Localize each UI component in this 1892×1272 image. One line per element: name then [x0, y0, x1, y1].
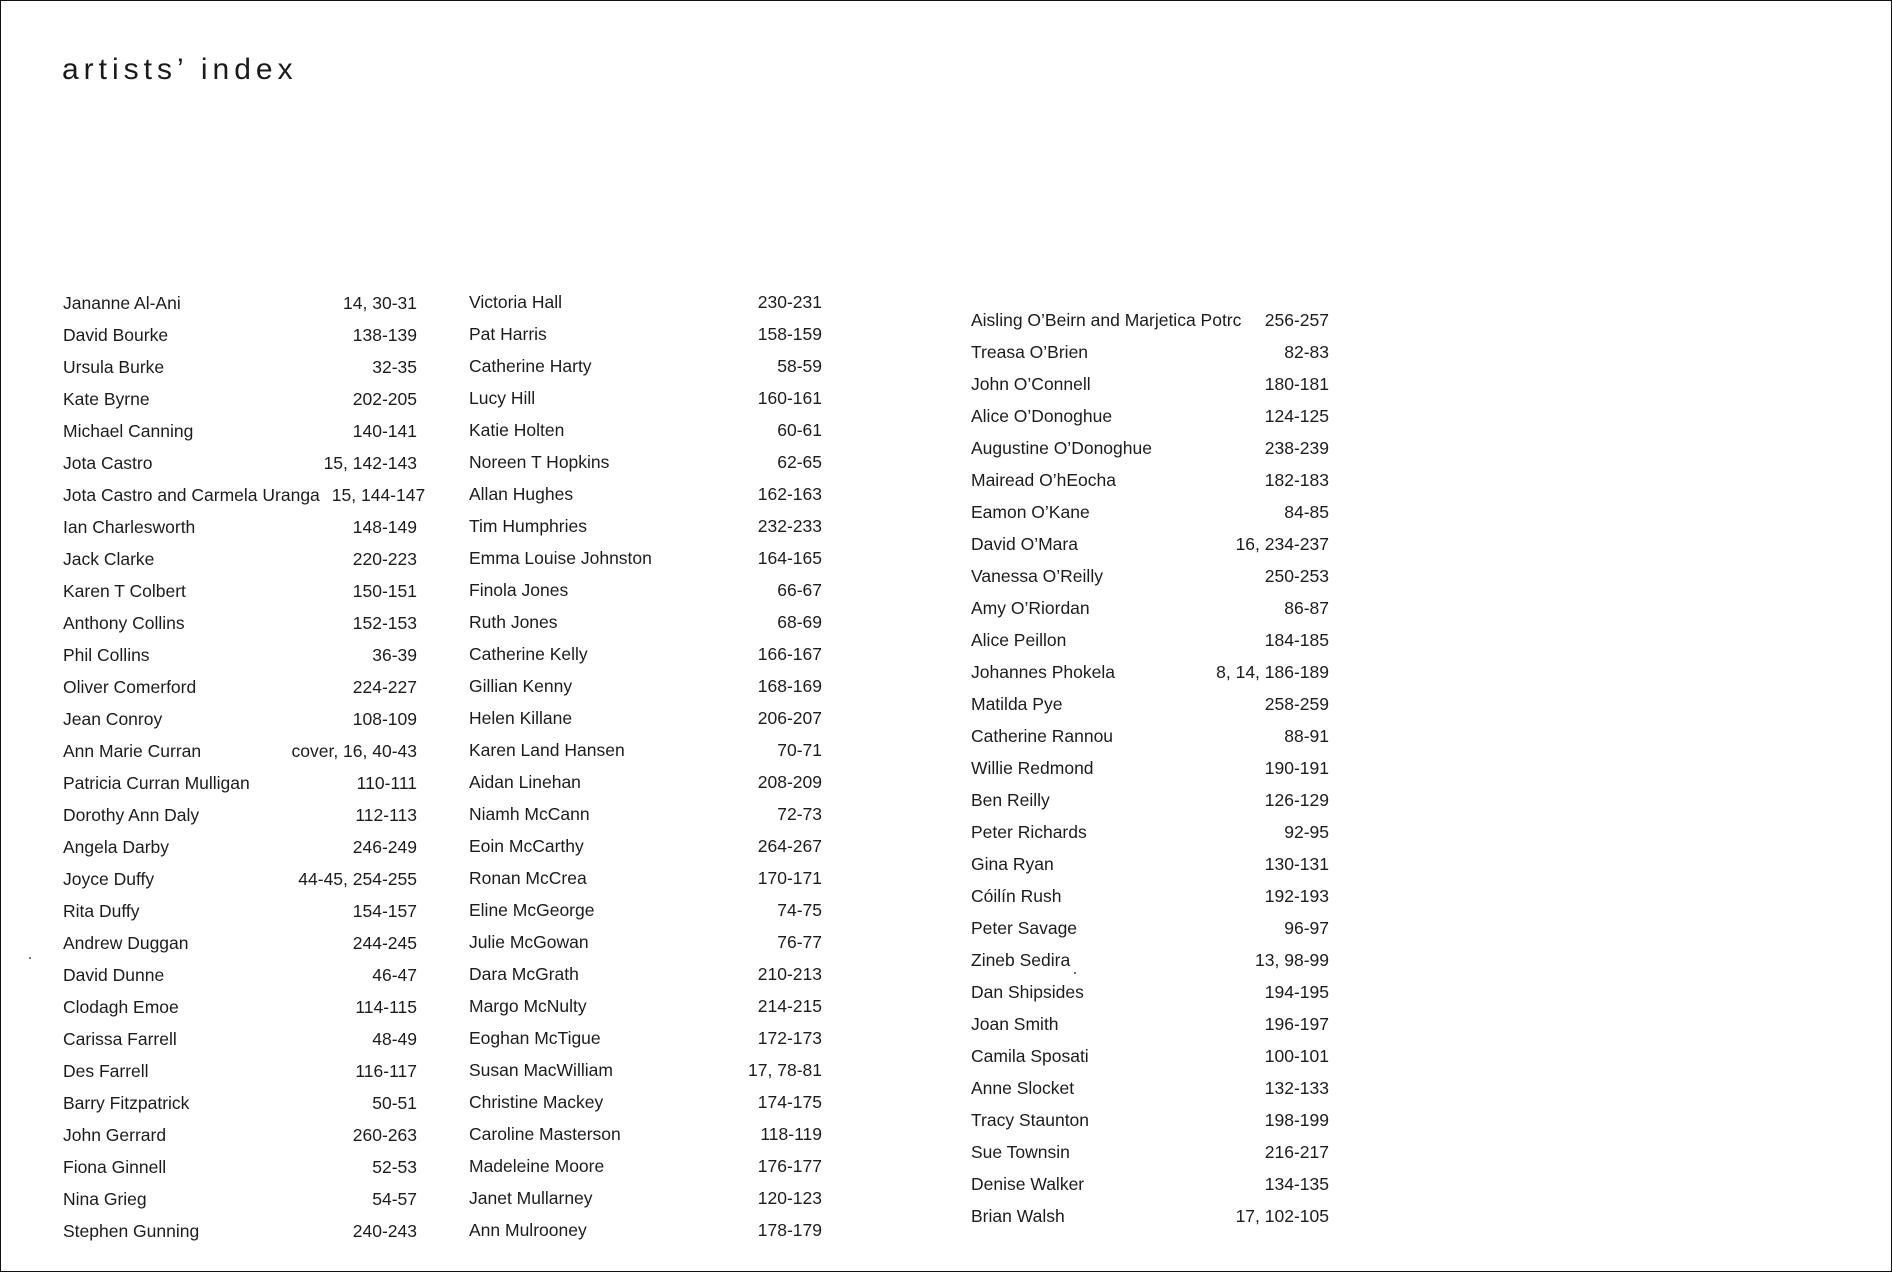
page-numbers: 116-117 [355, 1061, 417, 1081]
page-numbers: cover, 16, 40-43 [291, 741, 417, 761]
index-entry [469, 542, 822, 574]
page-numbers: 82-83 [1284, 342, 1329, 362]
page-numbers: 172-173 [757, 1028, 822, 1048]
page-numbers: 86-87 [1284, 598, 1329, 618]
page-numbers: 15, 144-147 [331, 485, 426, 505]
index-entry [469, 670, 822, 702]
index-entry [971, 848, 1329, 880]
page-numbers: 232-233 [757, 516, 822, 536]
artist-name: John Gerrard [63, 1125, 167, 1145]
index-entry [63, 1151, 417, 1183]
artist-name: Janet Mullarney [469, 1188, 593, 1208]
index-entry [469, 862, 822, 894]
page-numbers: 208-209 [757, 772, 822, 792]
artist-name: Ursula Burke [63, 357, 165, 377]
page-numbers: 62-65 [777, 452, 822, 472]
index-entry [971, 1168, 1329, 1200]
artist-name: Caroline Masterson [469, 1124, 621, 1144]
index-entry [63, 447, 417, 479]
page-numbers: 66-67 [777, 580, 822, 600]
index-entry [971, 1104, 1329, 1136]
artist-name: Allan Hughes [469, 484, 574, 504]
index-entry [971, 592, 1329, 624]
index-entry [63, 1215, 417, 1247]
artist-name: Karen T Colbert [63, 581, 186, 601]
index-entry [63, 927, 417, 959]
page-numbers: 150-151 [352, 581, 417, 601]
page-numbers: 164-165 [757, 548, 822, 568]
page-numbers: 60-61 [777, 420, 822, 440]
index-entry [63, 1183, 417, 1215]
page-numbers: 112-113 [355, 805, 417, 825]
page-numbers: 264-267 [757, 836, 822, 856]
index-entry [469, 1214, 822, 1246]
artist-name: Johannes Phokela [971, 662, 1115, 682]
page-numbers: 138-139 [352, 325, 417, 345]
page-numbers: 182-183 [1264, 470, 1329, 490]
index-entry [971, 624, 1329, 656]
index-entry [469, 958, 822, 990]
page-numbers: 114-115 [355, 997, 417, 1017]
artist-name: Jota Castro and Carmela Uranga [63, 485, 320, 505]
artist-name: Phil Collins [63, 645, 150, 665]
page-numbers: 72-73 [777, 804, 822, 824]
page-numbers: 170-171 [757, 868, 822, 888]
index-entry [63, 959, 417, 991]
index-entry [63, 895, 417, 927]
artist-name: Tracy Staunton [971, 1110, 1090, 1130]
index-entry [971, 304, 1329, 336]
index-entry [971, 368, 1329, 400]
artist-name: Amy O’Riordan [971, 598, 1090, 618]
index-entry [971, 1072, 1329, 1104]
index-entry [469, 606, 822, 638]
index-entry [971, 688, 1329, 720]
artist-name: Catherine Kelly [469, 644, 588, 664]
artist-name: Vanessa O’Reilly [971, 566, 1103, 586]
page-numbers: 198-199 [1264, 1110, 1329, 1130]
artist-name: Noreen T Hopkins [469, 452, 610, 472]
page-numbers: 192-193 [1264, 886, 1329, 906]
artist-name: Christine Mackey [469, 1092, 604, 1112]
index-entry [971, 752, 1329, 784]
page-numbers: 148-149 [352, 517, 417, 537]
page-numbers: 8, 14, 186-189 [1216, 662, 1329, 682]
page-numbers: 74-75 [777, 900, 822, 920]
index-entry [63, 831, 417, 863]
page-numbers: 120-123 [757, 1188, 822, 1208]
page-numbers: 168-169 [757, 676, 822, 696]
page-numbers: 220-223 [352, 549, 417, 569]
page-numbers: 108-109 [352, 709, 417, 729]
index-entry [63, 799, 417, 831]
page-title: artists’ index [62, 53, 298, 86]
index-entry [469, 830, 822, 862]
artist-name: Angela Darby [63, 837, 170, 857]
artist-name: Willie Redmond [971, 758, 1094, 778]
artist-name: Helen Killane [469, 708, 573, 728]
artist-name: Carissa Farrell [63, 1029, 177, 1049]
index-column-3 [971, 304, 1329, 1232]
page-numbers: 174-175 [757, 1092, 822, 1112]
index-entry [971, 912, 1329, 944]
page-numbers: 88-91 [1284, 726, 1329, 746]
index-entry [63, 511, 417, 543]
artist-name: Eoghan McTigue [469, 1028, 601, 1048]
artist-name: Gillian Kenny [469, 676, 573, 696]
artist-name: Patricia Curran Mulligan [63, 773, 250, 793]
index-entry [971, 496, 1329, 528]
artist-name: Fiona Ginnell [63, 1157, 167, 1177]
page-numbers: 46-47 [372, 965, 417, 985]
index-entry [63, 1023, 417, 1055]
index-entry [469, 766, 822, 798]
index-entry [63, 351, 417, 383]
artist-name: Alice Peillon [971, 630, 1067, 650]
page-numbers: 152-153 [352, 613, 417, 633]
index-entry [971, 1136, 1329, 1168]
artist-name: Nina Grieg [63, 1189, 147, 1209]
index-entry [63, 703, 417, 735]
index-entry [469, 638, 822, 670]
index-entry [63, 1119, 417, 1151]
page-numbers: 166-167 [757, 644, 822, 664]
page-numbers: 134-135 [1264, 1174, 1329, 1194]
page-numbers: 32-35 [372, 357, 417, 377]
index-entry [971, 944, 1329, 976]
page-numbers: 246-249 [352, 837, 417, 857]
page-numbers: 124-125 [1264, 406, 1329, 426]
index-entry [469, 1150, 822, 1182]
index-entry [63, 639, 417, 671]
artist-name: John O’Connell [971, 374, 1091, 394]
artist-name: Margo McNulty [469, 996, 587, 1016]
artist-name: Ronan McCrea [469, 868, 587, 888]
artist-name: Zineb Sedira [971, 950, 1071, 970]
artist-name: Anne Slocket [971, 1078, 1075, 1098]
page-numbers: 92-95 [1284, 822, 1329, 842]
artist-name: Clodagh Emoe [63, 997, 179, 1017]
page-numbers: 84-85 [1284, 502, 1329, 522]
artist-name: Anthony Collins [63, 613, 185, 633]
artist-name: Peter Savage [971, 918, 1078, 938]
page-numbers: 178-179 [757, 1220, 822, 1240]
artist-name: Barry Fitzpatrick [63, 1093, 190, 1113]
artist-name: Susan MacWilliam [469, 1060, 613, 1080]
scan-speck [29, 957, 31, 959]
page-numbers: 16, 234-237 [1235, 534, 1329, 554]
index-entry [469, 350, 822, 382]
artist-name: Camila Sposati [971, 1046, 1089, 1066]
index-entry [971, 784, 1329, 816]
artist-name: Dara McGrath [469, 964, 579, 984]
page-numbers: 126-129 [1264, 790, 1329, 810]
artist-name: Jack Clarke [63, 549, 155, 569]
artist-name: Katie Holten [469, 420, 565, 440]
index-entry [971, 1040, 1329, 1072]
page-numbers: 130-131 [1264, 854, 1329, 874]
index-entry [63, 287, 417, 319]
artist-name: Finola Jones [469, 580, 569, 600]
artist-name: Eoin McCarthy [469, 836, 584, 856]
index-entry [469, 926, 822, 958]
index-entry [469, 478, 822, 510]
artist-name: Ian Charlesworth [63, 517, 196, 537]
artist-name: David Bourke [63, 325, 169, 345]
index-entry [63, 735, 417, 767]
artist-name: Gina Ryan [971, 854, 1054, 874]
index-entry [63, 383, 417, 415]
artist-name: Eamon O’Kane [971, 502, 1090, 522]
page-numbers: 196-197 [1264, 1014, 1329, 1034]
page-numbers: 230-231 [757, 292, 822, 312]
artist-name: Andrew Duggan [63, 933, 189, 953]
artist-name: Karen Land Hansen [469, 740, 625, 760]
artist-name: Oliver Comerford [63, 677, 197, 697]
artist-name: Cóilín Rush [971, 886, 1062, 906]
page-numbers: 244-245 [352, 933, 417, 953]
artist-name: Lucy Hill [469, 388, 536, 408]
page-numbers: 36-39 [372, 645, 417, 665]
index-entry [63, 575, 417, 607]
index-entry [971, 432, 1329, 464]
artist-name: Denise Walker [971, 1174, 1085, 1194]
artist-name: Jananne Al-Ani [63, 293, 181, 313]
artist-name: Rita Duffy [63, 901, 140, 921]
page-numbers: 160-161 [757, 388, 822, 408]
index-entry [971, 720, 1329, 752]
page-numbers: 100-101 [1264, 1046, 1329, 1066]
index-entry [63, 1055, 417, 1087]
artist-name: Dorothy Ann Daly [63, 805, 200, 825]
index-entry [469, 318, 822, 350]
page-numbers: 54-57 [372, 1189, 417, 1209]
page-numbers: 96-97 [1284, 918, 1329, 938]
index-entry [971, 560, 1329, 592]
artist-name: Jean Conroy [63, 709, 163, 729]
index-entry [63, 1087, 417, 1119]
artist-name: Sue Townsin [971, 1142, 1070, 1162]
index-entry [63, 607, 417, 639]
artist-name: Kate Byrne [63, 389, 150, 409]
artist-name: Mairead O’hEocha [971, 470, 1116, 490]
artist-name: Alice O’Donoghue [971, 406, 1113, 426]
artist-name: Brian Walsh [971, 1206, 1065, 1226]
page-numbers: 14, 30-31 [343, 293, 417, 313]
index-entry [469, 1182, 822, 1214]
index-entry [469, 1118, 822, 1150]
page-numbers: 15, 142-143 [323, 453, 417, 473]
page-numbers: 206-207 [757, 708, 822, 728]
page-numbers: 202-205 [352, 389, 417, 409]
artist-name: Ben Reilly [971, 790, 1050, 810]
index-entry [971, 464, 1329, 496]
artist-name: Victoria Hall [469, 292, 563, 312]
index-entry [971, 880, 1329, 912]
index-column-1 [63, 287, 426, 1247]
artist-name: Pat Harris [469, 324, 547, 344]
artist-name: Des Farrell [63, 1061, 149, 1081]
artist-name: David Dunne [63, 965, 165, 985]
index-entry [469, 1054, 822, 1086]
page-numbers: 194-195 [1264, 982, 1329, 1002]
page-numbers: 210-213 [757, 964, 822, 984]
index-entry [971, 1200, 1329, 1232]
page-numbers: 214-215 [757, 996, 822, 1016]
artist-name: Aidan Linehan [469, 772, 581, 792]
artist-name: Ruth Jones [469, 612, 558, 632]
index-entry [63, 671, 417, 703]
page-numbers: 70-71 [777, 740, 822, 760]
artist-name: Emma Louise Johnston [469, 548, 652, 568]
artist-name: Julie McGowan [469, 932, 589, 952]
index-entry [469, 574, 822, 606]
page-numbers: 216-217 [1264, 1142, 1329, 1162]
artist-name: Joyce Duffy [63, 869, 155, 889]
index-entry [469, 286, 822, 318]
page-numbers: 184-185 [1264, 630, 1329, 650]
page-numbers: 140-141 [352, 421, 417, 441]
artist-name: Dan Shipsides [971, 982, 1084, 1002]
index-entry [63, 543, 417, 575]
artist-name: Peter Richards [971, 822, 1087, 842]
page-numbers: 17, 78-81 [748, 1060, 822, 1080]
artist-name: Ann Mulrooney [469, 1220, 587, 1240]
artist-name: Matilda Pye [971, 694, 1063, 714]
artist-name: Joan Smith [971, 1014, 1059, 1034]
page-numbers: 52-53 [372, 1157, 417, 1177]
artist-name: Augustine O’Donoghue [971, 438, 1152, 458]
index-entry [971, 1008, 1329, 1040]
artist-name: David O’Mara [971, 534, 1078, 554]
index-entry [469, 734, 822, 766]
page-numbers: 238-239 [1264, 438, 1329, 458]
index-entry [469, 702, 822, 734]
artist-name: Michael Canning [63, 421, 194, 441]
index-entry [63, 415, 417, 447]
index-entry [469, 1022, 822, 1054]
artist-name: Niamh McCann [469, 804, 590, 824]
artist-name: Stephen Gunning [63, 1221, 200, 1241]
page-numbers: 224-227 [352, 677, 417, 697]
index-entry [469, 1086, 822, 1118]
page-numbers: 110-111 [356, 773, 417, 793]
page-numbers: 162-163 [757, 484, 822, 504]
index-entry [63, 767, 417, 799]
page-numbers: 256-257 [1264, 310, 1329, 330]
page-numbers: 48-49 [372, 1029, 417, 1049]
artist-name: Catherine Rannou [971, 726, 1114, 746]
artist-name: Treasa O’Brien [971, 342, 1089, 362]
index-entry [469, 414, 822, 446]
artist-name: Eline McGeorge [469, 900, 595, 920]
artist-name: Aisling O’Beirn and Marjetica Potrc [971, 310, 1242, 330]
artist-name: Catherine Harty [469, 356, 592, 376]
page-numbers: 158-159 [757, 324, 822, 344]
index-entry [971, 336, 1329, 368]
page-numbers: 250-253 [1264, 566, 1329, 586]
index-entry [63, 479, 426, 511]
index-entry [469, 798, 822, 830]
page-numbers: 154-157 [352, 901, 417, 921]
page-numbers: 68-69 [777, 612, 822, 632]
artist-name: Jota Castro [63, 453, 153, 473]
page-numbers: 132-133 [1264, 1078, 1329, 1098]
index-entry [469, 990, 822, 1022]
artist-name: Tim Humphries [469, 516, 587, 536]
index-entry [971, 656, 1329, 688]
artist-name: Ann Marie Curran [63, 741, 202, 761]
index-entry [971, 400, 1329, 432]
index-column-2 [469, 286, 822, 1246]
page-numbers: 176-177 [757, 1156, 822, 1176]
index-entry [971, 528, 1329, 560]
page-numbers: 58-59 [777, 356, 822, 376]
page-numbers: 13, 98-99 [1255, 950, 1329, 970]
index-entry [469, 382, 822, 414]
page-numbers: 240-243 [352, 1221, 417, 1241]
index-entry [63, 863, 417, 895]
artist-name: Madeleine Moore [469, 1156, 605, 1176]
page-numbers: 17, 102-105 [1235, 1206, 1329, 1226]
index-entry [971, 976, 1329, 1008]
page-numbers: 258-259 [1264, 694, 1329, 714]
page-numbers: 50-51 [372, 1093, 417, 1113]
index-entry [63, 991, 417, 1023]
index-entry [971, 816, 1329, 848]
page-numbers: 118-119 [760, 1124, 822, 1144]
index-entry [63, 319, 417, 351]
index-entry [469, 446, 822, 478]
page-numbers: 260-263 [352, 1125, 417, 1145]
page-numbers: 76-77 [777, 932, 822, 952]
page-numbers: 190-191 [1264, 758, 1329, 778]
index-entry [469, 894, 822, 926]
page-numbers: 180-181 [1264, 374, 1329, 394]
scan-speck [1074, 972, 1076, 974]
index-entry [469, 510, 822, 542]
page-numbers: 44-45, 254-255 [298, 869, 417, 889]
